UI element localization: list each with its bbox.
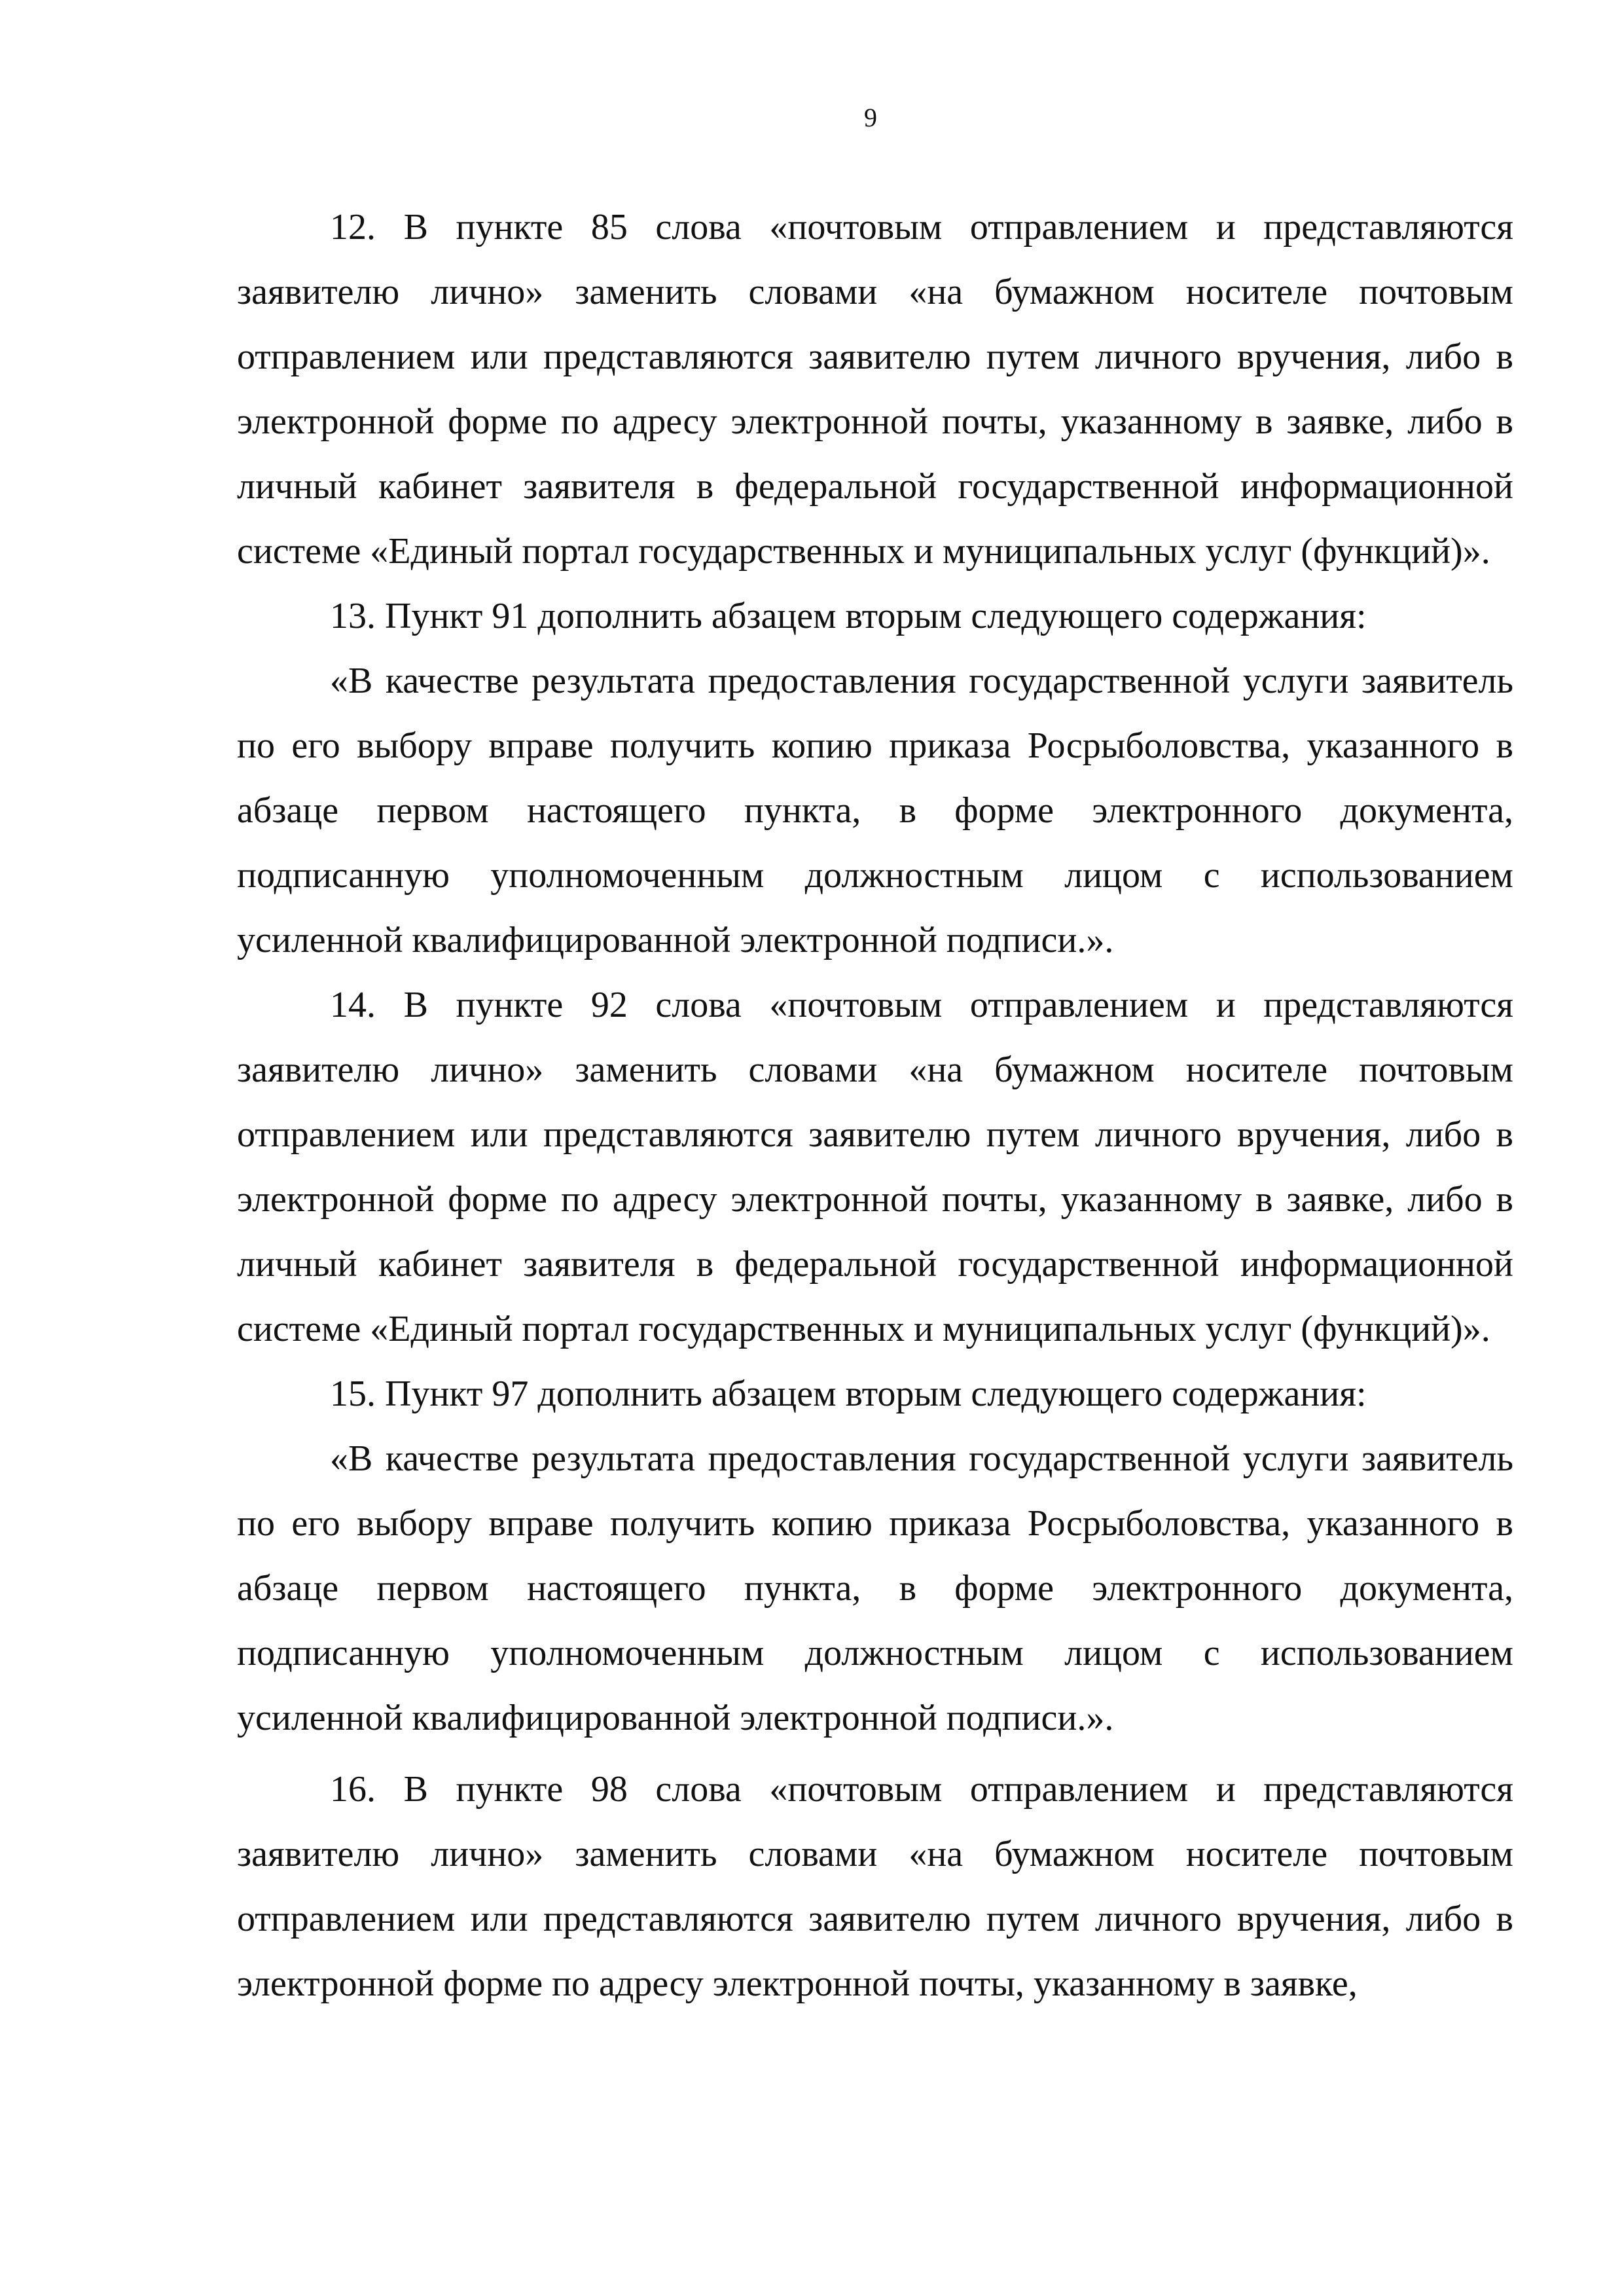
paragraph-14: 14. В пункте 92 слова «почтовым отправлением и представляются заявителю лично» заменить словами «на бумажном носителе почтовым отправлением или представляются заявителю путем личного вручения, либо в электронной форме по адресу электронной почты, указанному в заявке, либо в личный кабинет заявителя в федеральной государственной информационной системе «Единый портал государственных и муниципальных услуг (функций)». <box>237 985 1513 1349</box>
document-body <box>237 195 1513 2016</box>
page-number: 9 <box>864 103 877 132</box>
paragraph-12: 12. В пункте 85 слова «почтовым отправлением и представляются заявителю лично» заменить словами «на бумажном носителе почтовым отправлением или представляются заявителю путем личного вручения, либо в электронной форме по адресу электронной почты, указанному в заявке, либо в личный кабинет заявителя в федеральной государственной информационной системе «Единый портал государственных и муниципальных услуг (функций)». <box>237 207 1513 572</box>
paragraph-15: 15. Пункт 97 дополнить абзацем вторым следующего содержания: <box>330 1374 1367 1414</box>
paragraph-13-quote: «В качестве результата предоставления государственной услуги заявитель по его выбору вправе получить копию приказа Росрыболовства, указанного в абзаце первом настоящего пункта, в форме электронного документа, подписанную уполномоченным должностным лицом с использованием усиленной квалифицированной электронной подписи.». <box>237 661 1513 960</box>
paragraph-16: 16. В пункте 98 слова «почтовым отправлением и представляются заявителю лично» заменить словами «на бумажном носителе почтовым отправлением или представляются заявителю путем личного вручения, либо в электронной форме по адресу электронной почты, указанному в заявке, <box>237 1769 1513 2004</box>
paragraph-15-quote: «В качестве результата предоставления государственной услуги заявитель по его выбору вправе получить копию приказа Росрыболовства, указанного в абзаце первом настоящего пункта, в форме электронного документа, подписанную уполномоченным должностным лицом с использованием усиленной квалифицированной электронной подписи.». <box>237 1438 1513 1738</box>
paragraph-13: 13. Пункт 91 дополнить абзацем вторым следующего содержания: <box>330 596 1367 636</box>
